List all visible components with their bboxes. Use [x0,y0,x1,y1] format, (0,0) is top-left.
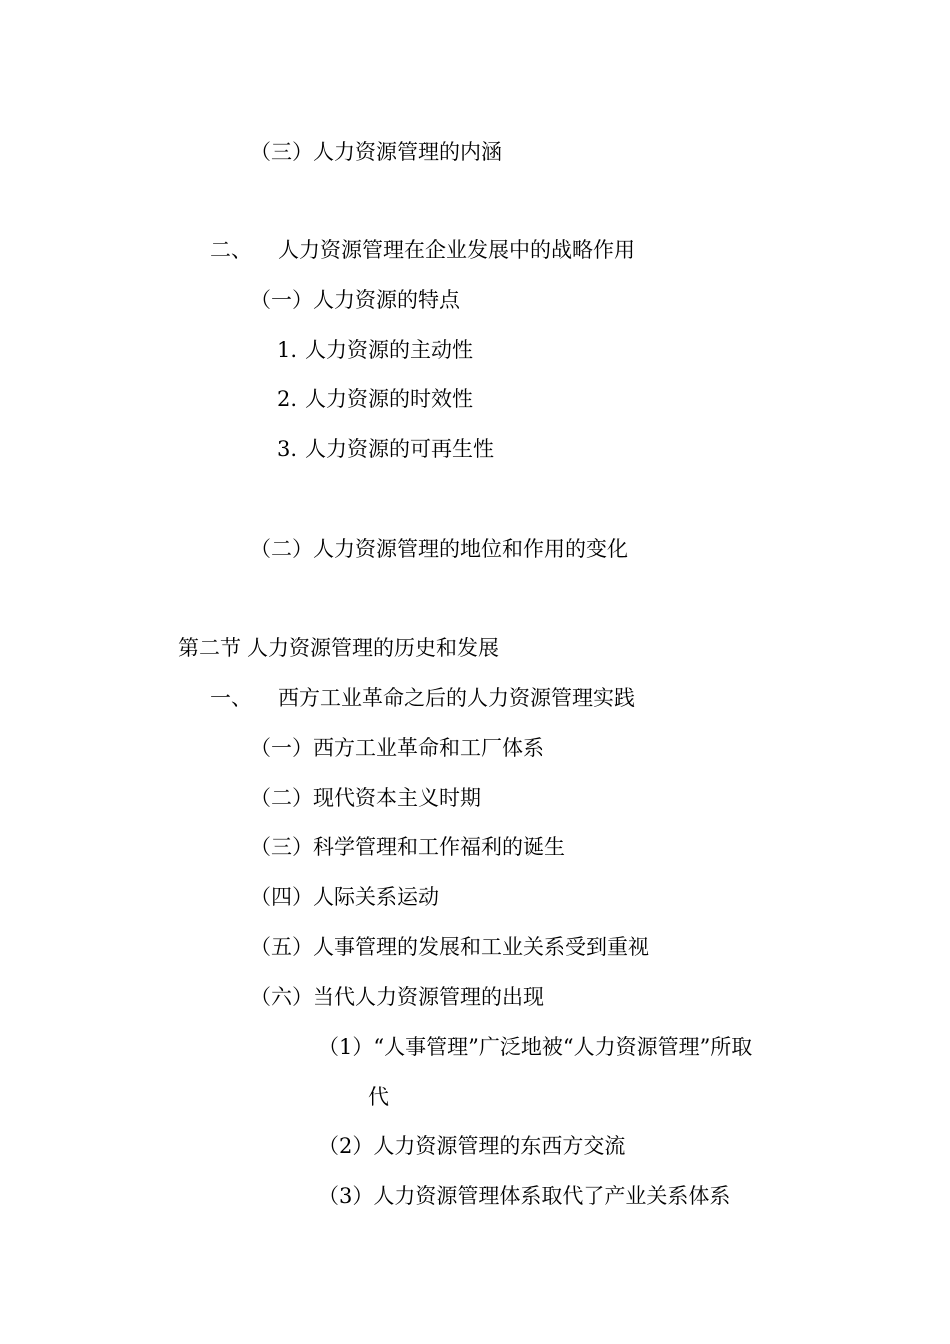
subheading-5: （五）人事管理的发展和工业关系受到重视 [250,935,649,959]
numbered-item-1-continued: 代 [368,1085,389,1109]
subheading-4: （四）人际关系运动 [250,885,439,909]
list-item-2 [277,385,473,413]
subheading-3: （三）科学管理和工作福利的诞生 [250,835,565,859]
list-number: 1. [277,338,298,362]
list-item-3 [277,435,494,463]
subheading-1: （一）西方工业革命和工厂体系 [250,736,544,760]
section-title: 人力资源管理在企业发展中的战略作用 [278,238,635,262]
numbered-item-3: （3）人力资源管理体系取代了产业关系体系 [318,1184,731,1208]
list-number: 3. [277,437,298,461]
section-number: 一、 [210,686,252,710]
subheading-status-change: （二）人力资源管理的地位和作用的变化 [250,537,628,561]
list-text: 人力资源的可再生性 [305,437,495,461]
subheading-features: （一）人力资源的特点 [250,288,460,312]
numbered-item-2: （2）人力资源管理的东西方交流 [318,1134,626,1158]
chapter-section-heading [178,634,499,662]
section-label: 第二节 [178,636,241,660]
subheading-2: （二）现代资本主义时期 [250,786,481,810]
list-text: 人力资源的主动性 [305,338,474,362]
section-title: 人力资源管理的历史和发展 [247,636,499,660]
section-title: 西方工业革命之后的人力资源管理实践 [278,686,635,710]
section-heading-1 [210,684,635,712]
list-item-1 [277,336,473,364]
list-text: 人力资源的时效性 [305,387,474,411]
section-number: 二、 [210,238,252,262]
section-heading-2 [210,236,635,264]
heading-content-3: （三）人力资源管理的内涵 [250,140,502,164]
numbered-item-1: （1）“人事管理”广泛地被“人力资源管理”所取 [318,1035,753,1059]
subheading-6: （六）当代人力资源管理的出现 [250,985,544,1009]
list-number: 2. [277,387,298,411]
